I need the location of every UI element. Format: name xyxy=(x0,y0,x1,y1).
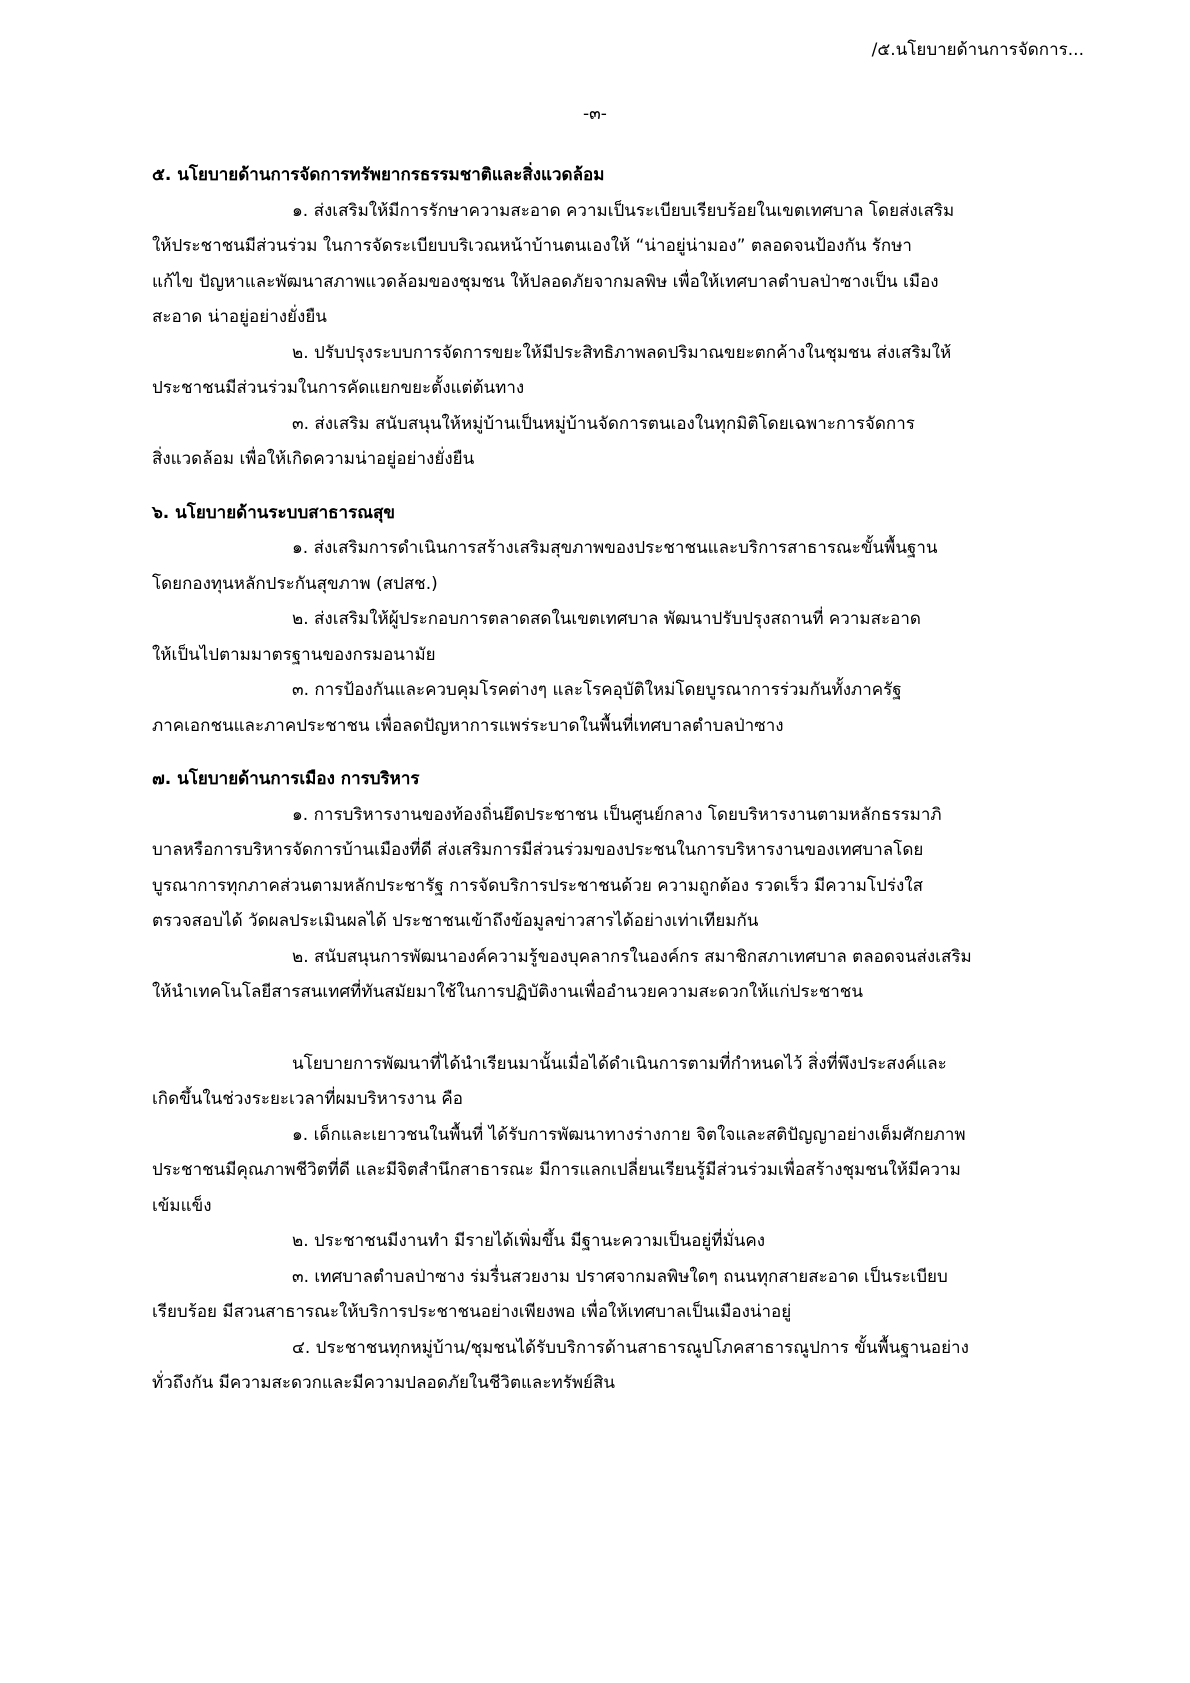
paragraph-line: ประชาชนมีคุณภาพชีวิตที่ดี และมีจิตสำนึกสาธารณะ มีการแลกเปลี่ยนเรียนรู้มีส่วนร่วมเพื่อสร้างชุมชนให้มีความ xyxy=(152,1160,961,1180)
paragraph xyxy=(152,673,1084,744)
paragraph-line: ๔. ประชาชนทุกหมู่บ้าน/ชุมชนได้รับบริการด้านสาธารณูปโภคสาธารณูปการ ขั้นพื้นฐานอย่าง xyxy=(292,1337,969,1358)
paragraph-line: บูรณาการทุกภาคส่วนตามหลักประชารัฐ การจัดบริการประชาชนด้วย ความถูกต้อง รวดเร็ว มีความโปร่งใส xyxy=(152,875,923,896)
paragraph xyxy=(152,1118,1084,1225)
section-gap xyxy=(152,1011,1084,1029)
paragraph xyxy=(152,1260,1084,1331)
paragraph xyxy=(152,531,1084,602)
paragraph-line: ให้ประชาชนมีส่วนร่วม ในการจัดระเบียบบริเวณหน้าบ้านตนเองให้ “น่าอยู่น่ามอง” ตลอดจนป้องกัน รักษา xyxy=(152,236,912,256)
page-number: -๓- xyxy=(583,104,607,124)
paragraph-line: ๑. การบริหารงานของท้องถิ่นยึดประชาชน เป็นศูนย์กลาง โดยบริหารงานตามหลักธรรมาภิ xyxy=(292,804,942,825)
paragraph-line: ๒. ปรับปรุงระบบการจัดการขยะให้มีประสิทธิภาพลดปริมาณขยะตกค้างในชุมชน ส่งเสริมให้ xyxy=(292,342,952,363)
paragraph-line: ๓. เทศบาลตำบลป่าซาง ร่มรื่นสวยงาม ปราศจากมลพิษใดๆ ถนนทุกสายสะอาด เป็นระเบียบ xyxy=(292,1266,948,1287)
paragraph xyxy=(152,1331,1084,1402)
paragraph xyxy=(152,1224,1084,1260)
paragraph-line: ๒. สนับสนุนการพัฒนาองค์ความรู้ของบุคลากรในองค์กร สมาชิกสภาเทศบาล ตลอดจนส่งเสริม xyxy=(292,946,972,967)
paragraph-line: ภาคเอกชนและภาคประชาชน เพื่อลดปัญหาการแพร่ระบาดในพื้นที่เทศบาลตำบลป่าซาง xyxy=(152,715,784,736)
paragraph-line: ๓. การป้องกันและควบคุมโรคต่างๆ และโรคอุบัติใหม่โดยบูรณาการร่วมกันทั้งภาครัฐ xyxy=(292,680,902,700)
paragraph xyxy=(152,194,1084,336)
paragraph xyxy=(152,798,1084,940)
section-gap xyxy=(152,478,1084,496)
paragraph xyxy=(152,602,1084,673)
paragraph-line: ให้เป็นไปตามมาตรฐานของกรมอนามัย xyxy=(152,644,436,665)
section-heading: ๗. นโยบายด้านการเมือง การบริหาร xyxy=(152,769,420,789)
paragraph xyxy=(152,336,1084,407)
paragraph-line: ๒. ประชาชนมีงานทำ มีรายได้เพิ่มขึ้น มีฐานะความเป็นอยู่ที่มั่นคง xyxy=(292,1231,766,1251)
paragraph-line: สะอาด น่าอยู่อย่างยั่งยืน xyxy=(152,307,327,327)
paragraph-line: เรียบร้อย มีสวนสาธารณะให้บริการประชาชนอย่างเพียงพอ เพื่อให้เทศบาลเป็นเมืองน่าอยู่ xyxy=(152,1302,792,1322)
paragraph-line: ๓. ส่งเสริม สนับสนุนให้หมู่บ้านเป็นหมู่บ้านจัดการตนเองในทุกมิติโดยเฉพาะการจัดการ xyxy=(292,413,915,434)
section-gap xyxy=(152,744,1084,762)
paragraph-line: ๑. เด็กและเยาวชนในพื้นที่ ได้รับการพัฒนาทางร่างกาย จิตใจและสติปัญญาอย่างเต็มศักยภาพ xyxy=(292,1124,966,1145)
paragraph-line: ประชาชนมีส่วนร่วมในการคัดแยกขยะตั้งแต่ต้นทาง xyxy=(152,378,525,398)
paragraph-line: เกิดขึ้นในช่วงระยะเวลาที่ผมบริหารงาน คือ xyxy=(152,1089,463,1109)
section-heading: ๕. นโยบายด้านการจัดการทรัพยากรธรรมชาติและสิ่งแวดล้อม xyxy=(152,165,605,185)
paragraph-line: บาลหรือการบริหารจัดการบ้านเมืองที่ดี ส่งเสริมการมีส่วนร่วมของประชนในการบริหารงานของเทศบาลโดย xyxy=(152,840,924,860)
paragraph-line: ๑. ส่งเสริมให้มีการรักษาความสะอาด ความเป็นระเบียบเรียบร้อยในเขตเทศบาล โดยส่งเสริม xyxy=(292,200,955,221)
paragraph-line: ทั่วถึงกัน มีความสะดวกและมีความปลอดภัยในชีวิตและทรัพย์สิน xyxy=(152,1373,615,1393)
paragraph-line: โดยกองทุนหลักประกันสุขภาพ (สปสช.) xyxy=(152,573,438,594)
conclusion-intro xyxy=(152,1047,1084,1118)
paragraph xyxy=(152,407,1084,478)
paragraph-line: นโยบายการพัฒนาที่ได้นำเรียนมานั้นเมื่อได้ดำเนินการตามที่กำหนดไว้ สิ่งที่พึงประสงค์และ xyxy=(292,1053,947,1074)
paragraph-line: ตรวจสอบได้ วัดผลประเมินผลได้ ประชาชนเข้าถึงข้อมูลข่าวสารได้อย่างเท่าเทียมกัน xyxy=(152,911,759,931)
paragraph xyxy=(152,940,1084,1011)
document-body xyxy=(152,158,1084,1402)
paragraph-line: เข้มแข็ง xyxy=(152,1195,212,1216)
section-heading: ๖. นโยบายด้านระบบสาธารณสุข xyxy=(152,502,395,523)
continuation-note: /๕.นโยบายด้านการจัดการ... xyxy=(871,40,1084,60)
paragraph-line: ๑. ส่งเสริมการดำเนินการสร้างเสริมสุขภาพของประชาชนและบริการสาธารณะขั้นพื้นฐาน xyxy=(292,538,938,558)
conclusion-gap xyxy=(152,1029,1084,1047)
paragraph-line: สิ่งแวดล้อม เพื่อให้เกิดความน่าอยู่อย่างยั่งยืน xyxy=(152,449,475,469)
paragraph-line: ให้นำเทคโนโลยีสารสนเทศที่ทันสมัยมาใช้ในการปฏิบัติงานเพื่ออำนวยความสะดวกให้แก่ประชาชน xyxy=(152,982,863,1002)
paragraph-line: ๒. ส่งเสริมให้ผู้ประกอบการตลาดสดในเขตเทศบาล พัฒนาปรับปรุงสถานที่ ความสะอาด xyxy=(292,609,921,629)
paragraph-line: แก้ไข ปัญหาและพัฒนาสภาพแวดล้อมของชุมชน ให้ปลอดภัยจากมลพิษ เพื่อให้เทศบาลตำบลป่าซางเป็น เมือง xyxy=(152,271,939,292)
